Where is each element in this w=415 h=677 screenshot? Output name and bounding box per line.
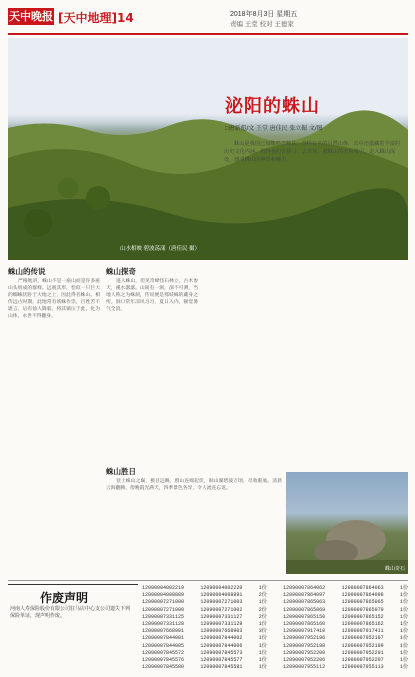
table-cell: 2份 [258,613,267,620]
column-view [106,478,282,573]
table-row [142,664,408,671]
rock-photo [286,472,408,574]
table-cell: 1份 [258,649,267,656]
table-row [142,650,408,657]
table-cell: 12090004008891 [200,592,243,599]
section-heading-explore: 蛛山探奇 [106,267,136,276]
table-cell: 12090007955113 [341,664,384,671]
table-cell: 1份 [258,664,267,671]
photo-caption: 山水相映 碧波荡漾（唐佳民 摄） [120,246,201,252]
header-rule [8,33,408,35]
table-cell: 12090004002219 [142,585,185,591]
section-heading-view: 蛛山胜日 [106,467,136,476]
table-row [142,592,408,599]
table-cell: 12090007917411 [341,628,384,635]
table-cell: 1份 [399,656,408,663]
table-row [142,628,408,635]
table-cell: 12090007864098 [341,592,384,599]
rock-illustration [286,472,408,574]
table-cell: 2份 [258,592,267,599]
table-cell: 12090007952198 [283,642,326,649]
table-cell: 12090004002220 [200,585,243,591]
table-cell: 1份 [399,606,408,613]
table-cell: 12090007865063 [283,599,326,606]
table-row [142,635,408,642]
table-cell: 12090007917410 [283,628,326,635]
issue-date: 2018年8月3日 星期五 [230,11,298,18]
table-cell: 1份 [399,620,408,627]
section-text-legend: 严格地讲，蛛山不是一座山而是许多座山头组成的群峰。远观其形，恰似一只巨大的蜘蛛伏卧于大地之上，因此得名蛛山。相传远古时期，此地常有妖蛛作祟，百姓苦不堪言，后有仙人降临，将其镇压于此，化为山体，永世不得翻身。 [8,279,100,320]
table-cell: 12090007845576 [142,656,185,663]
table-row [142,585,408,592]
table-cell: 12090007271003 [200,599,243,606]
table-cell: 12090007864097 [283,592,326,599]
table-cell: 1份 [258,585,267,591]
table-cell: 12090007844006 [200,642,243,649]
table-cell: 12090007952207 [341,656,384,663]
table-cell: 12090004008889 [142,592,185,599]
table-cell: 1份 [399,592,408,599]
column-legend [8,278,100,573]
masthead [8,6,408,32]
policy-number-table [142,585,408,671]
table-cell: 1份 [399,642,408,649]
table-cell: 12090007865162 [341,620,384,627]
section-text-view: 登上蛛山之巅，极目远眺，群山连绵起伏，铜山湖碧波万顷，尽收眼底。清晨云海翻腾，傍晚霞光满天，四季景色各异，令人流连忘返。 [106,479,282,492]
notice-body: 河南人寿保险股份有限公司驻马店中心支公司遗失下列保险单证，现声明作废。 [10,606,131,619]
table-cell: 1份 [258,635,267,642]
table-cell: 12090007271000 [142,606,185,613]
table-cell: 12090007952197 [341,635,384,642]
section-title: [天中地理]14 [58,11,134,25]
table-cell: 12090007845581 [200,664,243,671]
table-row [142,657,408,664]
table-cell: 1份 [399,628,408,635]
table-cell: 12090007271000 [142,599,185,606]
article-byline: □唐新彪/文 王堂 唐佳民 张立振 文/图 [225,126,323,132]
table-cell: 12090007865070 [341,606,384,613]
table-cell: 12090007844002 [200,635,243,642]
section-heading-legend: 蛛山的传说 [8,267,46,276]
table-cell: 12090007955112 [283,664,326,671]
table-cell: 3份 [258,628,267,635]
table-cell: 12090007864062 [283,585,326,591]
table-cell: 12090007952201 [341,649,384,656]
table-row [142,607,408,614]
table-cell: 12090007865065 [341,599,384,606]
table-cell: 1份 [399,649,408,656]
table-cell: 1份 [258,656,267,663]
image2-caption: 蛛山奇石 [384,566,405,572]
table-cell: 12090007865160 [283,620,326,627]
table-cell: 1份 [258,642,267,649]
section-separator [8,580,408,581]
table-cell: 1份 [399,599,408,606]
table-cell: 12090007331129 [200,620,243,627]
table-cell: 12090007845580 [142,664,185,671]
table-cell: 12090007864063 [341,585,384,591]
editors-line: 责编 王堂 校对 王德家 [230,21,294,28]
table-cell: 12090007952196 [283,635,326,642]
column-explore [106,278,198,458]
table-cell: 12090007952206 [283,656,326,663]
table-cell: 12090007865152 [341,613,384,620]
table-cell: 12090007865150 [283,613,326,620]
table-cell: 12090007668901 [142,628,185,635]
table-cell: 12090007952199 [341,642,384,649]
table-cell: 12090007845573 [200,649,243,656]
table-cell: 12090007331125 [142,613,185,620]
article-intro: 蛛山是我国已知蛛形态独具、奇特有名的自然山体，其中还蕴藏着丰富的历史文化内涵，值得我们去探寻、去发现。被蛛山的美所吸引，走入蛛山深处，感受蛛山的神奇和魅力。 [224,141,401,163]
table-row [142,599,408,606]
table-cell: 1份 [399,635,408,642]
table-cell: 12090007845572 [142,649,185,656]
table-cell: 1份 [399,664,408,671]
section-text-explore: 进入蛛山，但见奇峰怪石林立，古木参天，溪水潺潺。山间有一洞，深不可测，当地人称之为蛛洞，传说便是那妖蛛的藏身之所。洞口常年凉风习习，夏日入内，顿觉暑气全消。 [106,279,198,313]
notice-title: 作废声明 [40,591,89,605]
table-row [142,643,408,650]
table-row [142,621,408,628]
table-cell: 1份 [258,620,267,627]
article-title: 泌阳的蛛山 [225,96,320,117]
table-cell: 12090007844005 [142,642,185,649]
table-cell: 12090007952200 [283,649,326,656]
table-cell: 12090007331128 [142,620,185,627]
table-cell: 12090007668903 [200,628,243,635]
table-cell: 12090007271002 [200,606,243,613]
newspaper-logo: 天中晚报 [9,10,53,23]
table-row [142,614,408,621]
table-cell: 12090007845577 [200,656,243,663]
table-cell: 2份 [258,606,267,613]
table-cell: 1份 [399,613,408,620]
table-cell: 12090007331127 [200,613,243,620]
table-cell: 1份 [258,599,267,606]
table-cell: 12090007865069 [283,606,326,613]
table-cell: 12090007844001 [142,635,185,642]
table-cell: 1份 [399,585,408,591]
